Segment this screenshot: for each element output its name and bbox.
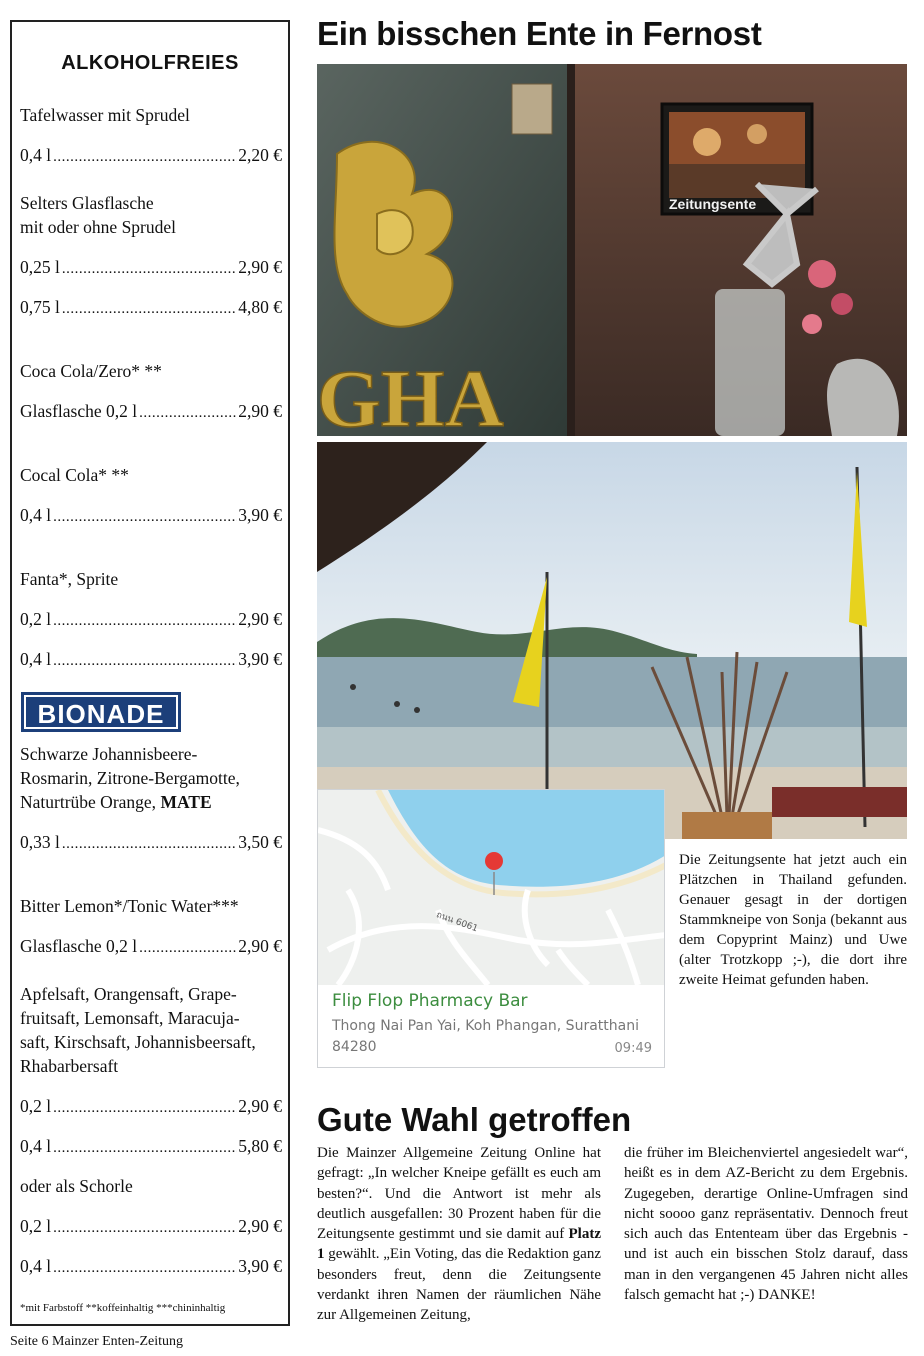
item-name-schorle: oder als Schorle <box>20 1176 133 1196</box>
price-line: 0,33 l ..... 3,50 € <box>20 830 282 856</box>
headline: Ein bisschen Ente in Fernost <box>317 15 762 52</box>
map-view[interactable] <box>318 790 665 985</box>
item-name-cola: Cocal Cola* ** <box>20 465 129 485</box>
map-timestamp: 09:49 <box>614 1041 652 1056</box>
price-line: 0,4 l ..... 3,90 € <box>20 647 282 673</box>
map-address: Thong Nai Pan Yai, Koh Phangan, Suratthani 84280 <box>332 1018 639 1055</box>
article-column-2: die früher im Bleichenviertel angesiedelt war“, heißt es in dem AZ-Bericht zu dem Ergebnis. Zugegeben, derartige Online-Umfragen sind nicht soooo ganz repräsentativ. Dennoch freut sich auch das Ententeam über das Ergebnis - und ist auch ein bisschen Stolz darauf, dass man in den vergangenen 45 Jahren nicht alles falsch gemacht hat ;-) DANKE! <box>624 1145 908 1304</box>
sign-lettering: GHA <box>317 353 504 436</box>
drinks-menu-box <box>10 20 290 1326</box>
price-line: 0,4 l ..... 3,90 € <box>20 503 282 529</box>
price-line: 0,2 l ..... 2,90 € <box>20 1094 282 1120</box>
menu-heading: ALKOHOLFREIES <box>61 52 239 74</box>
item-name-bionade: Schwarze Johannisbeere- Rosmarin, Zitrone-Bergamotte, Naturtrübe Orange, MATE <box>20 744 240 812</box>
framed-picture-caption: Zeitungsente <box>669 196 757 212</box>
item-name-selters: Selters Glasflasche mit oder ohne Sprudel <box>20 193 177 237</box>
item-name-fanta: Fanta*, Sprite <box>20 569 119 589</box>
map-place-name[interactable]: Flip Flop Pharmacy Bar <box>332 991 528 1011</box>
price-line: 0,2 l ..... 2,90 € <box>20 1214 282 1240</box>
page-footer: Seite 6 Mainzer Enten-Zeitung <box>10 1334 183 1349</box>
price-line: 0,4 l ..... 2,20 € <box>20 143 282 169</box>
map-road-label: ถนน 6061 <box>434 910 479 935</box>
map-card[interactable] <box>317 789 665 1068</box>
price-line: 0,4 l ..... 5,80 € <box>20 1134 282 1160</box>
price-line: Glasflasche 0,2 l ..... 2,90 € <box>20 399 282 425</box>
article-column-1: Die Mainzer Allgemeine Zeitung Online hat gefragt: „In welcher Kneipe gefällt es euch am besten?“. Und die Antwort ist mehr als deutlich ausgefallen: 30 Prozent haben für die Zeitungsente gestimmt und sie damit auf Platz 1 gewählt. „Ein Voting, das die Redaktion ganz besonders freut, denn die Zeitungsente verdankt ihren Namen der räumlichen Nähe zur Allgemeinen Zeitung, <box>317 1145 601 1324</box>
item-name-bitter-lemon: Bitter Lemon*/Tonic Water*** <box>20 896 239 916</box>
article-title: Gute Wahl getroffen <box>317 1101 632 1138</box>
item-name-tafelwasser: Tafelwasser mit Sprudel <box>20 105 190 125</box>
item-name-cola-zero: Coca Cola/Zero* ** <box>20 361 162 381</box>
price-line: Glasflasche 0,2 l ..... 2,90 € <box>20 934 282 960</box>
item-name-saefte: Apfelsaft, Orangensaft, Grape- fruitsaft, Lemonsaft, Maracuja- saft, Kirschsaft, Johannisbeersaft, Rhabarbersaft <box>20 984 256 1076</box>
price-line: 0,4 l ..... 3,90 € <box>20 1254 282 1280</box>
bionade-logo: BIONADE <box>21 692 181 732</box>
price-line: 0,2 l ..... 2,90 € <box>20 607 282 633</box>
price-line: 0,25 l ..... 2,90 € <box>20 255 282 281</box>
menu-footnote: *mit Farbstoff **koffeinhaltig ***chininhaltig <box>20 1302 226 1314</box>
price-line: 0,75 l ..... 4,80 € <box>20 295 282 321</box>
bar-interior-photo <box>317 64 907 436</box>
beach-photo <box>317 442 907 839</box>
photo-caption: Die Zeitungsente hat jetzt auch ein Plätzchen in Thailand gefunden. Genauer gesagt in der dortigen Stammkneipe von Sonja (bekannt aus dem Copyprint Mainz) und Uwe (alter Trotzkopp ;-), die dort ihre zweite Heimat gefunden haben. <box>679 852 907 988</box>
